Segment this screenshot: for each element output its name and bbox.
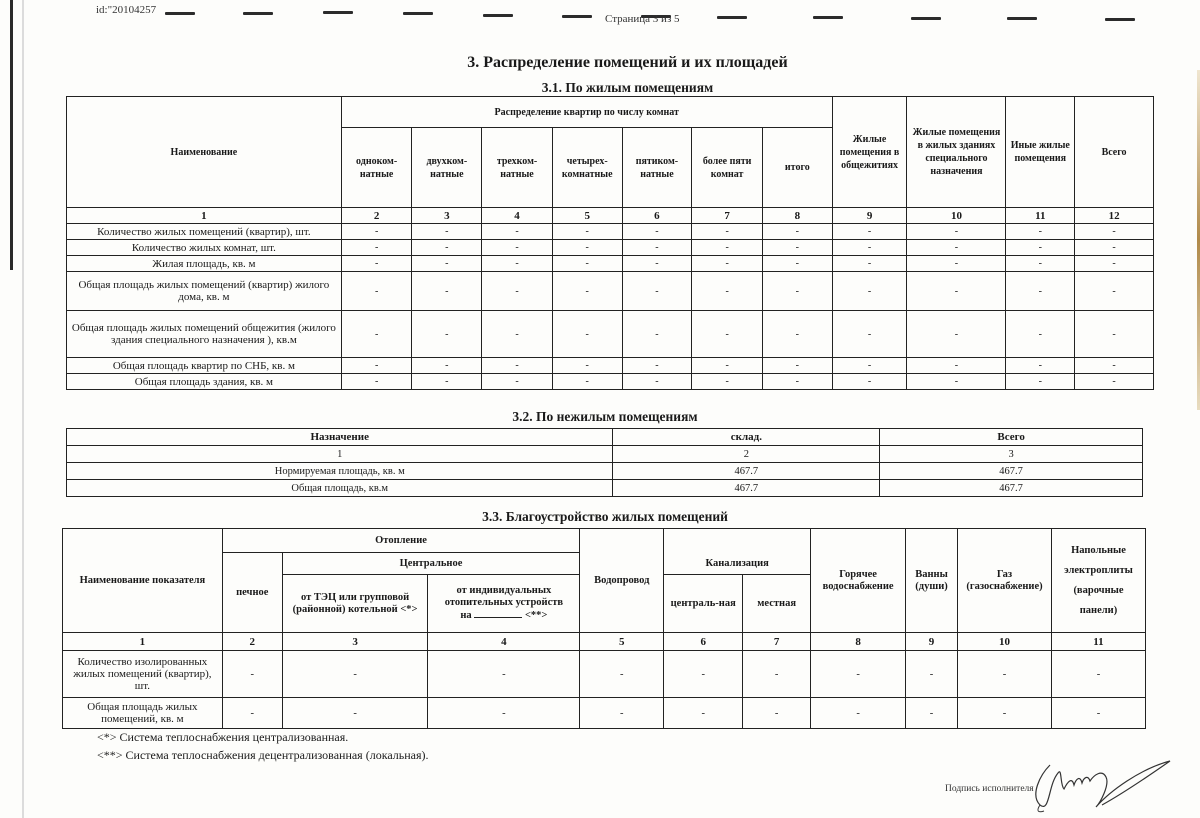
- col-header-sewer-central: централь-ная: [664, 575, 743, 633]
- col-header-3-room: трехком- натные: [482, 128, 553, 208]
- col-header-subtotal: итого: [762, 128, 832, 208]
- signature-icon: [1010, 755, 1180, 815]
- col-header-more-5-room: более пяти комнат: [692, 128, 763, 208]
- col-header-indicator-name: Наименование показателя: [63, 529, 223, 633]
- col-header-electric-stoves: Напольные электроплиты (варочные панели): [1051, 529, 1145, 633]
- col-header-hot-water: Горячее водоснабжение: [811, 529, 906, 633]
- subsection-title-3-1: 3.1. По жилым помещениям: [541, 80, 714, 95]
- section-title: 3. Распределение помещений и их площадей: [467, 54, 788, 71]
- col-header-water-supply: Водопровод: [580, 529, 664, 633]
- table-row: Общая площадь жилых помещений, кв. м - - - - - - - - - -: [63, 698, 1146, 729]
- table-row: Общая площадь жилых помещений (квартир) жилого дома, кв. м - - - - - - - - - - -: [67, 272, 1154, 311]
- table-row: Общая площадь здания, кв. м - - - - - - - - - - -: [67, 374, 1154, 390]
- footnote-decentralized: <**> Система теплоснабжения децентрализованная (локальная).: [97, 748, 429, 762]
- col-group-room-distribution: Распределение квартир по числу комнат: [341, 97, 832, 128]
- footnote-centralized: <*> Система теплоснабжения централизованная.: [97, 730, 349, 744]
- non-residential-premises-table: [66, 428, 1143, 497]
- col-header-dormitories: Жилые помещения в общежитиях: [832, 97, 907, 208]
- col-header-4-room: четырех- комнатные: [552, 128, 622, 208]
- signature-label: Подпись исполнителя: [945, 784, 1034, 794]
- col-header-total: Всего: [1075, 97, 1154, 208]
- table-row: Количество изолированных жилых помещений (квартир), шт. - - - - - - - - - -: [63, 651, 1146, 698]
- column-numbers-row: 1 2 3 4 5 6 7 8 9 10 11: [63, 633, 1146, 651]
- blank-fill-line: [474, 609, 522, 618]
- perforation-dashes: [165, 8, 1200, 18]
- table-row: Нормируемая площадь, кв. м 467.7 467.7: [67, 463, 1143, 480]
- col-header-sewer-local: местная: [743, 575, 811, 633]
- col-header-purpose: Назначение: [67, 429, 613, 446]
- col-group-sewerage: Канализация: [664, 529, 811, 575]
- col-header-name: Наименование: [67, 97, 342, 208]
- column-numbers-row: 1 2 3: [67, 446, 1143, 463]
- col-header-1-room: одноком- натные: [341, 128, 412, 208]
- col-header-stove-heating: печное: [222, 553, 282, 633]
- col-header-chp-boiler: от ТЭЦ или групповой (районной) котельной <*>: [282, 575, 428, 633]
- col-header-other: Иные жилые помещения: [1006, 97, 1075, 208]
- col-header-gas: Газ (газоснабжение): [958, 529, 1052, 633]
- table-header-row: [67, 429, 1143, 446]
- col-group-heating: Отопление: [222, 529, 580, 553]
- subsection-title-3-3: 3.3. Благоустройство жилых помещений: [482, 509, 728, 524]
- table-row: Общая площадь квартир по СНБ, кв. м - - - - - - - - - - -: [67, 358, 1154, 374]
- table-row: Общая площадь жилых помещений общежития (жилого здания специального назначения ), кв.м - - - - - - - - - - -: [67, 311, 1154, 358]
- table-row: Количество жилых помещений (квартир), шт. - - - - - - - - - - -: [67, 224, 1154, 240]
- col-header-2-room: двухком- натные: [412, 128, 482, 208]
- col-header-warehouse: склад.: [613, 429, 880, 446]
- col-header-total: Всего: [880, 429, 1143, 446]
- page-indicator: Страница 3 из 5: [605, 13, 680, 25]
- scan-edge: [10, 0, 13, 270]
- col-header-individual-devices: от индивидуальных отопительных устройств на <**>: [428, 575, 580, 633]
- amenities-table: [62, 528, 1146, 729]
- table-row: Жилая площадь, кв. м - - - - - - - - - - -: [67, 256, 1154, 272]
- residential-premises-table: [66, 96, 1154, 390]
- table-row: Количество жилых комнат, шт. - - - - - - - - - - -: [67, 240, 1154, 256]
- col-header-5-room: пятиком- натные: [622, 128, 692, 208]
- table-row: Общая площадь, кв.м 467.7 467.7: [67, 480, 1143, 497]
- col-group-central-heating: Центральное: [282, 553, 580, 575]
- subsection-title-3-2: 3.2. По нежилым помещениям: [512, 409, 698, 424]
- col-header-special-buildings: Жилые помещения в жилых зданиях специального назначения: [907, 97, 1006, 208]
- document-id: id:"20104257: [96, 4, 157, 16]
- column-numbers-row: 1 2 3 4 5 6 7 8 9 10 11 12: [67, 208, 1154, 224]
- col-header-baths: Ванны (души): [906, 529, 958, 633]
